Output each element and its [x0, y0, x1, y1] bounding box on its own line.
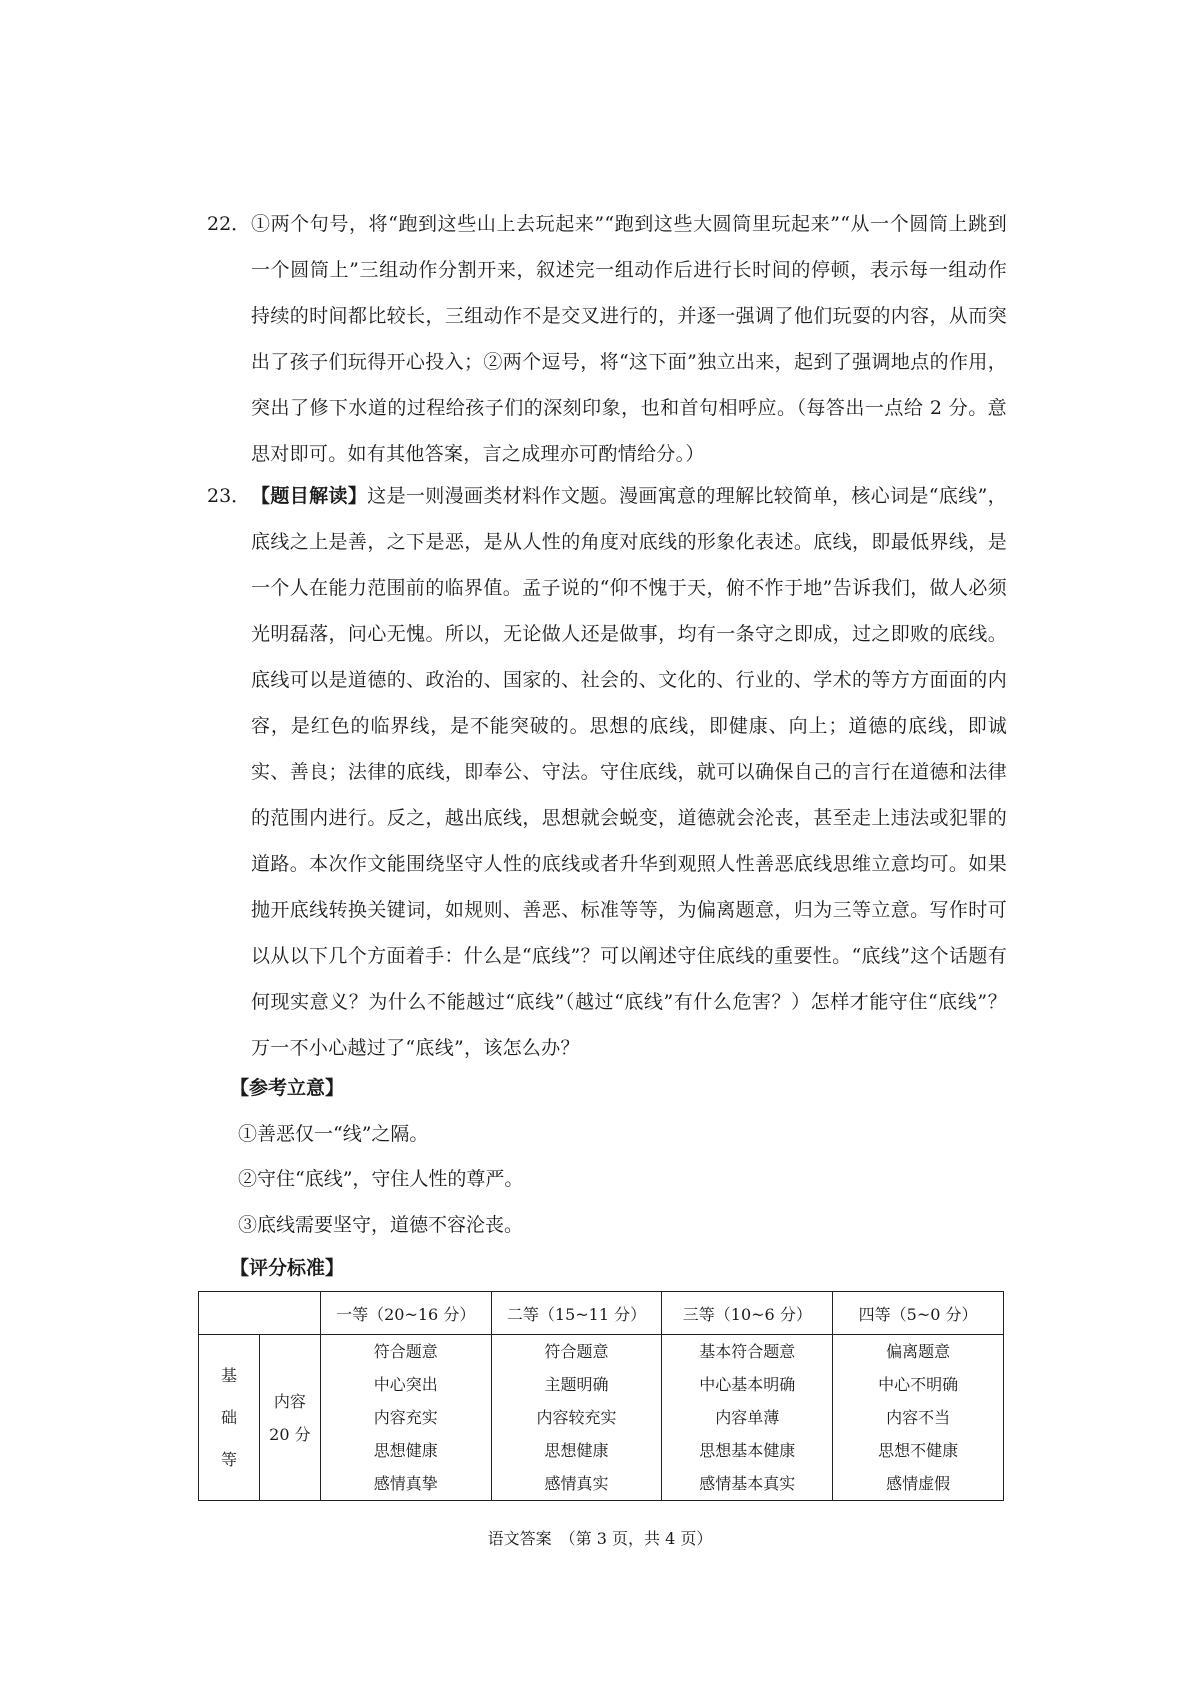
criteria-line: 感情真实 — [544, 1474, 609, 1493]
question-23-answer — [251, 473, 1007, 1071]
criteria-line: 感情基本真实 — [699, 1474, 796, 1493]
question-22-answer: ①两个句号，将“跑到这些山上去玩起来”“跑到这些大圆筒里玩起来”“从一个圆筒上跳到一个圆筒上”三组动作分割开来，叙述完一组动作后进行长时间的停顿，表示每一组动作持续的时间都比较长，三组动作不是交叉进行的，并逐一强调了他们玩耍的内容，从而突出了孩子们玩得开心投入；②两个逗号，将“这下面”独立出来，起到了强调地点的作用，突出了修下水道的过程给孩子们的深刻印象，也和首句相呼应。（每答出一点给 2 分。意思对即可。如有其他答案，言之成理亦可酌情给分。） — [251, 213, 1007, 465]
criteria-line: 思想基本健康 — [699, 1441, 796, 1460]
criteria-line: 主题明确 — [544, 1375, 609, 1394]
column-header: 三等（10~6 分） — [662, 1292, 833, 1335]
criteria-line: 基本符合题意 — [699, 1342, 796, 1361]
question-number: 22． — [207, 213, 251, 235]
reference-item: ③底线需要坚守，道德不容沦丧。 — [238, 1214, 524, 1236]
criteria-line: 感情真挚 — [373, 1474, 438, 1493]
criteria-line: 符合题意 — [544, 1342, 609, 1361]
scoring-heading: 【评分标准】 — [230, 1257, 345, 1279]
row-group-char: 基 — [220, 1365, 237, 1385]
row-group-char: 等 — [220, 1449, 237, 1469]
criteria-line: 思想健康 — [544, 1441, 609, 1460]
column-header: 二等（15~11 分） — [491, 1292, 662, 1335]
criteria-line: 内容单薄 — [715, 1408, 780, 1427]
row-label-line: 20 分 — [269, 1424, 311, 1444]
criteria-cell — [320, 1335, 491, 1501]
column-header: 四等（5~0 分） — [833, 1292, 1004, 1335]
column-header: 一等（20~16 分） — [320, 1292, 491, 1335]
criteria-line: 感情虚假 — [886, 1474, 951, 1493]
row-label — [259, 1335, 320, 1501]
criteria-cell — [833, 1335, 1004, 1501]
criteria-line: 中心突出 — [373, 1375, 438, 1394]
criteria-line: 内容充实 — [373, 1408, 438, 1427]
table-corner-cell — [199, 1292, 321, 1335]
criteria-line: 内容较充实 — [536, 1408, 617, 1427]
table-header-row — [199, 1292, 1004, 1335]
criteria-cell — [491, 1335, 662, 1501]
criteria-line: 中心不明确 — [878, 1375, 959, 1394]
reference-heading: 【参考立意】 — [230, 1077, 345, 1099]
criteria-cell — [662, 1335, 833, 1501]
scoring-table — [198, 1291, 1004, 1501]
question-22 — [207, 201, 1007, 477]
row-label-line: 内容 — [273, 1391, 306, 1411]
row-group-char: 础 — [220, 1407, 237, 1427]
row-group-label — [199, 1335, 260, 1501]
reference-item: ①善恶仅一“线”之隔。 — [238, 1123, 429, 1145]
criteria-line: 符合题意 — [373, 1342, 438, 1361]
reference-item: ②守住“底线”，守住人性的尊严。 — [238, 1168, 524, 1190]
table-row — [199, 1335, 1004, 1501]
question-23 — [207, 473, 1007, 1071]
criteria-line: 内容不当 — [886, 1408, 951, 1427]
page-footer: 语文答案 （第 3 页，共 4 页） — [487, 1529, 713, 1548]
criteria-line: 思想不健康 — [878, 1441, 959, 1460]
section-label: 【题目解读】 — [251, 485, 368, 507]
criteria-line: 偏离题意 — [886, 1342, 951, 1361]
criteria-line: 思想健康 — [373, 1441, 438, 1460]
criteria-line: 中心基本明确 — [699, 1375, 796, 1394]
question-number: 23． — [207, 485, 251, 507]
question-23-text: 这是一则漫画类材料作文题。漫画寓意的理解比较简单，核心词是“底线”，底线之上是善，之下是恶，是从人性的角度对底线的形象化表述。底线，即最低界线，是一个人在能力范围前的临界值。孟子说的“仰不愧于天，俯不怍于地”告诉我们，做人必须光明磊落，问心无愧。所以，无论做人还是做事，均有一条守之即成，过之即败的底线。底线可以是道德的、政治的、国家的、社会的、文化的、行业的、学术的等方方面面的内容，是红色的临界线，是不能突破的。思想的底线，即健康、向上；道德的底线，即诚实、善良；法律的底线，即奉公、守法。守住底线，就可以确保自己的言行在道德和法律的范围内进行。反之，越出底线，思想就会蜕变，道德就会沦丧，甚至走上违法或犯罪的道路。本次作文能围绕坚守人性的底线或者升华到观照人性善恶底线思维立意均可。如果抛开底线转换关键词，如规则、善恶、标准等等，为偏离题意，归为三等立意。写作时可以从以下几个方面着手：什么是“底线”？可以阐述守住底线的重要性。“底线”这个话题有何现实意义？为什么不能越过“底线”（越过“底线”有什么危害？）怎样才能守住“底线”？万一不小心越过了“底线”，该怎么办？ — [251, 485, 1007, 1059]
